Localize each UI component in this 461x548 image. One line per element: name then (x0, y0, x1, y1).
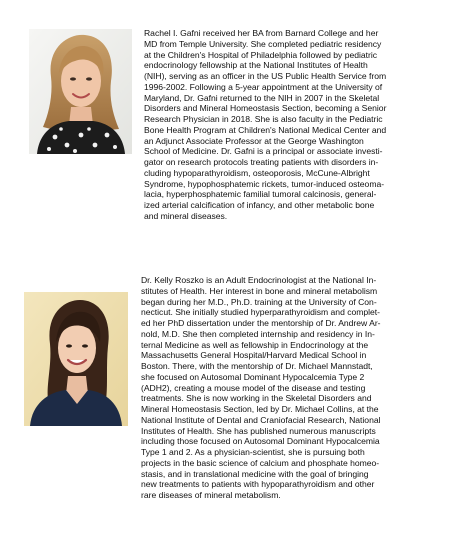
bio-section-2 (0, 262, 461, 548)
bio-text: Rachel I. Gafni received her BA from Barnard College and her MD from Temple University. She completed pediatric residency at the Children's Hospital of Philadelphia followed by pediatric endocrinology fellowship at the National Institutes of Health (NIH), serving as an officer in the US Public Health Service from 1996-2002. Following a 5-year appointment at the University of Maryland, Dr. Gafni returned to the NIH in 2007 in the Skeletal Disorders and Mineral Homeostasis Section, becoming a Senior Research Physician in 2018. She is also faculty in the Pediatric Bone Health Program at Children's National Medical Center and an Adjunct Associate Professor at the George Washington School of Medicine. Dr. Gafni is a principal or associate investi- gator on research protocols treating patients with disorders in- cluding hypoparathyroidism, osteoporosis, McCune-Albright Syndrome, hypophosphatemic rickets, tumor-induced osteoma- lacia, hyperphosphatemic familial tumoral calcinosis, general- ized arterial calcification of infancy, and other metabolic bone and mineral diseases. (144, 28, 387, 221)
portrait-photo (24, 292, 128, 426)
bio-section-1 (0, 0, 461, 250)
bio-text: Dr. Kelly Roszko is an Adult Endocrinologist at the National In- stitutes of Health. Her interest in bone and mineral metabolism began during her M.D., Ph.D. training at the University of Con- necticut. She initially studied hyperparathyroidism and complet- ed her PhD dissertation under the mentorship of Dr. Andrew Ar- nold, M.D. She then completed internship and residency in In- ternal Medicine as well as fellowship in Endocrinology at the Massachusetts General Hospital/Harvard Medical School in Boston. There, with the mentorship of Dr. Michael Mannstadt, she focused on Autosomal Dominant Hypocalcemia Type 2 (ADH2), creating a mouse model of the disease and testing treatments. She is now working in the Skeletal Disorders and Mineral Homeostasis Section, led by Dr. Michael Collins, at the National Institute of Dental and Craniofacial Research, National Institutes of Health. She has published numerous manuscripts including those focused on Autosomal Dominant Hypocalcemia Type 1 and 2. As a physician-scientist, she is pursuing both projects in the basic science of calcium and phosphate homeo- stasis, and in translational medicine with the goal of bringing new treatments to patients with hypoparathyroidism and other rare diseases of mineral metabolism. (141, 275, 381, 500)
portrait-photo (29, 29, 132, 154)
